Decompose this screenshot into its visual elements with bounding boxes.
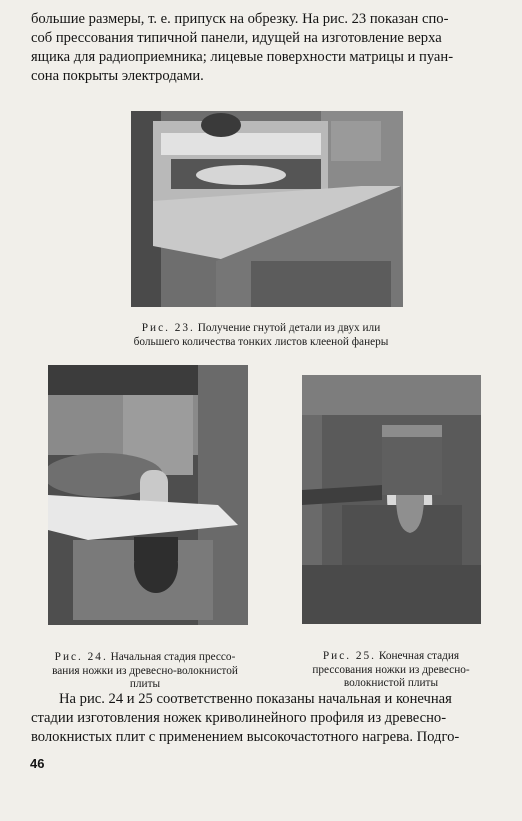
figure-25-caption	[286, 650, 496, 691]
figure-23-photo	[131, 111, 403, 307]
figure-23-caption	[96, 322, 426, 349]
figure-24-label: Рис. 24.	[54, 651, 108, 663]
caption-line: волокнистой плиты	[343, 677, 439, 689]
text-line: стадии изготовления ножек криволинейного профиля из древесно-	[31, 710, 447, 726]
figure-25-label: Рис. 25.	[322, 650, 377, 662]
page-number: 46	[30, 756, 45, 771]
caption-line: Получение гнутой детали из двух или	[197, 322, 381, 334]
caption-line: Конечная стадия	[378, 650, 460, 662]
text-line: большие размеры, т. е. припуск на обрезку. На рис. 23 показан спо-	[31, 11, 449, 27]
text-line: На рис. 24 и 25 соответственно показаны начальная и конечная	[59, 691, 452, 707]
figure-25-photo	[302, 375, 481, 624]
text-line: ящика для радиоприемника; лицевые поверхности матрицы и пуан-	[31, 49, 454, 65]
caption-line: большего количества тонких листов клееной фанеры	[133, 335, 389, 348]
caption-line: вания ножки из древесно-волокнистой	[52, 664, 238, 677]
figure-24-photo	[48, 365, 248, 625]
paragraph-bottom	[31, 690, 501, 747]
text-line: сона покрыты электродами.	[31, 68, 204, 84]
caption-line: Начальная стадия прессо-	[110, 651, 236, 663]
paragraph-top	[31, 10, 501, 86]
text-line: волокнистых плит с применением высокочастотного нагрева. Подго-	[31, 729, 460, 745]
caption-line: плиты	[129, 678, 161, 690]
figure-24-caption	[30, 651, 260, 692]
caption-line: прессования ножки из древесно-	[312, 663, 470, 676]
text-line: соб прессования типичной панели, идущей на изготовление верха	[31, 30, 442, 46]
figure-23-label: Рис. 23.	[141, 322, 195, 334]
